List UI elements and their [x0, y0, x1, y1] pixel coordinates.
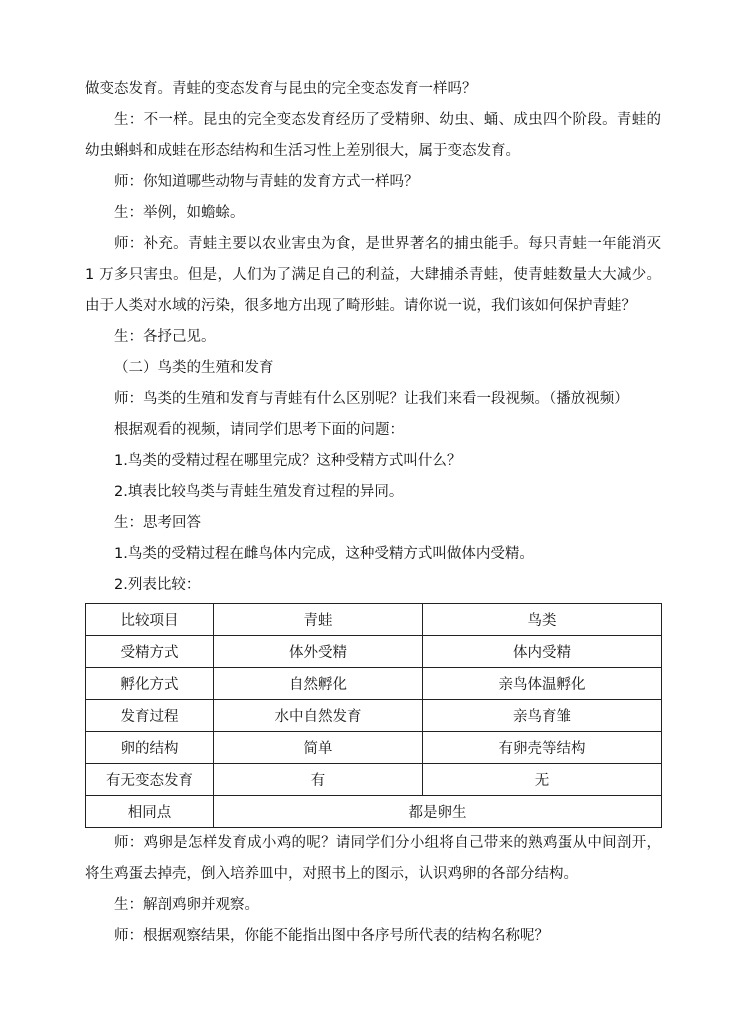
table-row — [86, 732, 662, 764]
paragraph: 生：各抒己见。 — [114, 329, 216, 345]
table-header-row — [86, 604, 662, 636]
paragraph: 1.鸟类的受精过程在哪里完成？这种受精方式叫什么？ — [114, 453, 462, 469]
paragraph: 2.列表比较： — [114, 577, 201, 593]
comparison-table-body — [86, 604, 662, 828]
paragraph: 生：举例，如蟾蜍。 — [114, 205, 245, 221]
paragraph: 生：解剖鸡卵并观察。 — [114, 897, 259, 913]
table-cell: 自然孵化 — [214, 668, 423, 700]
paragraph: 师：鸟类的生殖和发育与青蛙有什么区别呢？让我们来看一段视频。（播放视频） — [114, 391, 629, 407]
paragraph: 生：思考回答 — [114, 515, 201, 531]
paragraph: 师：你知道哪些动物与青蛙的发育方式一样吗？ — [114, 174, 419, 190]
table-cell: 体内受精 — [423, 636, 662, 668]
paragraph: 2.填表比较鸟类与青蛙生殖发育过程的异同。 — [114, 484, 404, 500]
table-cell: 无 — [423, 764, 662, 796]
table-row-label: 发育过程 — [86, 700, 214, 732]
text-block-before-table — [85, 74, 661, 601]
table-cell: 亲鸟体温孵化 — [423, 668, 662, 700]
table-row — [86, 764, 662, 796]
table-cell: 亲鸟育雏 — [423, 700, 662, 732]
table-cell: 青蛙 — [214, 604, 423, 636]
text-block-after-table — [85, 828, 661, 952]
document-page — [85, 74, 661, 952]
comparison-table — [85, 603, 662, 828]
paragraph: 根据观看的视频，请同学们思考下面的问题： — [114, 422, 404, 438]
paragraph: 师：根据观察结果，你能不能指出图中各序号所代表的结构名称呢？ — [114, 928, 549, 944]
paragraph: 做变态发育。青蛙的变态发育与昆虫的完全变态发育一样吗？ — [85, 81, 477, 97]
table-cell: 简单 — [214, 732, 423, 764]
table-row — [86, 700, 662, 732]
table-cell: 有 — [214, 764, 423, 796]
table-row-label: 受精方式 — [86, 636, 214, 668]
table-row — [86, 636, 662, 668]
paragraph: （二）鸟类的生殖和发育 — [114, 360, 274, 376]
table-row-common — [86, 796, 662, 828]
table-merged-cell: 都是卵生 — [214, 796, 662, 828]
table-row-label: 有无变态发育 — [86, 764, 214, 796]
table-cell: 体外受精 — [214, 636, 423, 668]
paragraph: 1.鸟类的受精过程在雌鸟体内完成，这种受精方式叫做体内受精。 — [114, 546, 534, 562]
paragraph: 师：鸡卵是怎样发育成小鸡的呢？请同学们分小组将自己带来的熟鸡蛋从中间剖开，将生鸡蛋去掉壳，倒入培养皿中，对照书上的图示，认识鸡卵的各部分结构。 — [85, 835, 661, 882]
table-cell: 鸟类 — [423, 604, 662, 636]
table-row-label: 孵化方式 — [86, 668, 214, 700]
paragraph: 生：不一样。昆虫的完全变态发育经历了受精卵、幼虫、蛹、成虫四个阶段。青蛙的幼虫蝌蚪和成蛙在形态结构和生活习性上差别很大，属于变态发育。 — [85, 112, 661, 159]
table-row — [86, 668, 662, 700]
table-cell: 有卵壳等结构 — [423, 732, 662, 764]
table-cell: 水中自然发育 — [214, 700, 423, 732]
paragraph: 师：补充。青蛙主要以农业害虫为食，是世界著名的捕虫能手。每只青蛙一年能消灭 1 万多只害虫。但是，人们为了满足自己的利益，大肆捕杀青蛙，使青蛙数量大大减少。由于人类对水域的污染，很多地方出现了畸形蛙。请你说一说，我们该如何保护青蛙？ — [85, 236, 661, 314]
table-row-label: 相同点 — [86, 796, 214, 828]
table-row-label: 比较项目 — [86, 604, 214, 636]
table-row-label: 卵的结构 — [86, 732, 214, 764]
